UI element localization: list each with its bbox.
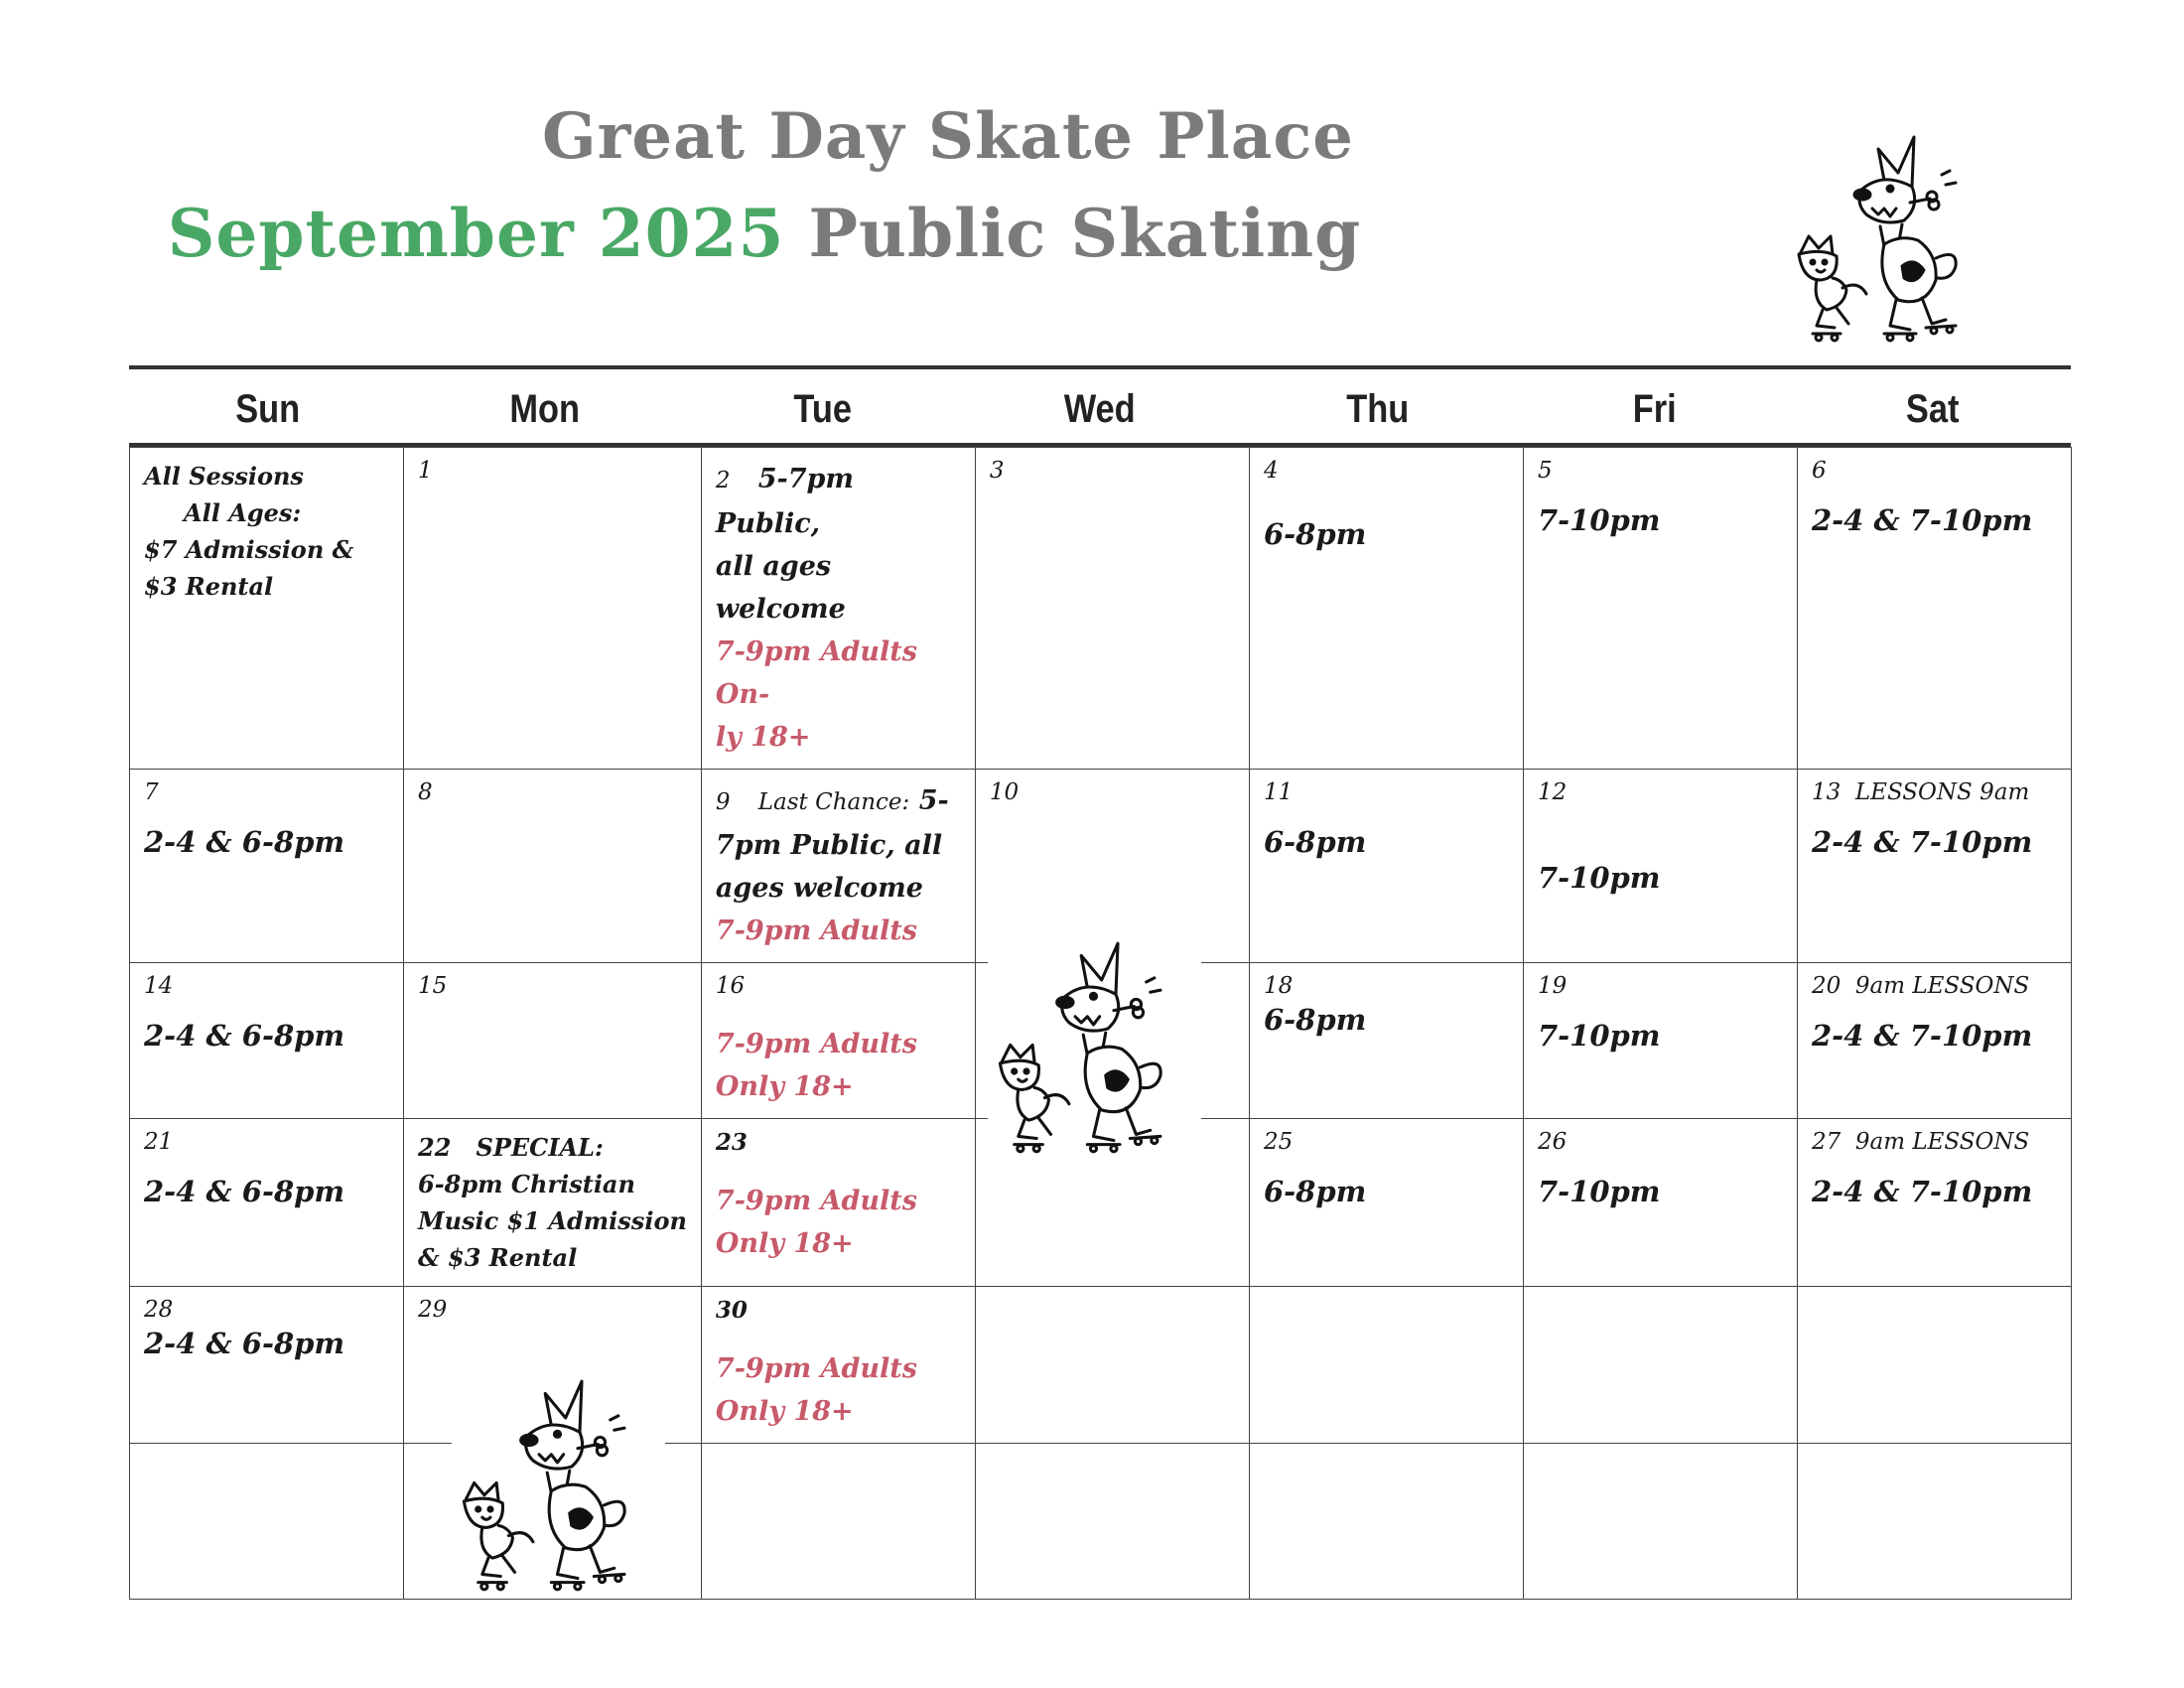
day-cell-18 — [1250, 963, 1524, 1119]
adults-session-line2: Only 18+ — [715, 1071, 854, 1102]
public-session-line3: ages welcome — [715, 873, 923, 904]
skating-dog-cat-mascot-icon — [452, 1375, 665, 1599]
lessons-label: 9am LESSONS — [1854, 973, 2030, 999]
special-event-line3: Music $1 Admission — [418, 1206, 687, 1235]
session-time: 6-8pm — [1263, 1003, 1367, 1037]
day-number: 8 — [418, 779, 433, 805]
day-number: 19 — [1537, 973, 1568, 999]
info-line-2: All Ages: — [184, 498, 302, 527]
info-line-3: $7 Admission & — [144, 535, 354, 564]
lessons-label: 9am LESSONS — [1854, 1129, 2030, 1155]
adults-session: 7-9pm Adults — [715, 915, 917, 946]
session-time: 6-8pm — [1263, 517, 1367, 551]
day-number: 22 — [418, 1133, 452, 1162]
empty-cell — [976, 1287, 1250, 1444]
day-cell-21 — [130, 1119, 404, 1287]
day-number: 4 — [1263, 458, 1279, 484]
day-cell-5 — [1524, 448, 1798, 770]
day-cell-4 — [1250, 448, 1524, 770]
empty-cell — [1798, 1287, 2072, 1444]
day-number: 27 9am LESSONS — [1811, 1129, 2030, 1155]
day-number: 7 — [144, 779, 159, 805]
day-number: 1 — [418, 458, 433, 484]
day-number: 29 — [418, 1297, 448, 1323]
weekday-mon: Mon — [509, 387, 581, 431]
skating-dog-cat-mascot-icon — [1787, 131, 1995, 350]
day-cell-1 — [404, 448, 702, 770]
public-session-line2: 7pm Public, all — [715, 830, 943, 861]
day-cell-12 — [1524, 770, 1798, 963]
day-number: 2 — [989, 1129, 1005, 1155]
day-number: 28 — [144, 1297, 174, 1323]
session-time: 2-4 & 7-10pm — [1811, 1019, 2033, 1053]
day-number: 18 — [1263, 973, 1294, 999]
session-time: 7-10pm — [1537, 1019, 1661, 1053]
weekday-wed: Wed — [1063, 387, 1136, 431]
day-number: 9 — [715, 789, 731, 815]
page-title: Great Day Skate Place — [541, 99, 1355, 174]
empty-cell — [1250, 1287, 1524, 1444]
info-line-4: $3 Rental — [144, 572, 274, 601]
public-session-line1: 5-7pm Public, — [715, 464, 854, 539]
public-session-line2: all ages welcome — [715, 551, 846, 625]
day-number: 3 — [989, 458, 1005, 484]
header-rule-top — [129, 365, 2071, 369]
subtitle-month: September 2025 — [167, 195, 785, 272]
day-number: 10 — [989, 779, 1020, 805]
public-session-line1: 5- — [918, 785, 949, 816]
special-event-line1: 22 SPECIAL: — [418, 1133, 604, 1162]
day-cell-25 — [1250, 1119, 1524, 1287]
info-line-1: All Sessions — [144, 462, 304, 491]
session-time: 2-4 & 6-8pm — [144, 1175, 345, 1208]
day-number: 30 — [715, 1297, 748, 1324]
day-number: 20 9am LESSONS — [1811, 973, 2030, 999]
day-cell-3 — [976, 448, 1250, 770]
subtitle-rest: Public Skating — [808, 195, 1362, 272]
session-time: 7-10pm — [1537, 503, 1661, 537]
day-cell-22 — [404, 1119, 702, 1287]
day-number: 5 — [1537, 458, 1553, 484]
empty-cell — [1798, 1444, 2072, 1600]
empty-cell — [702, 1444, 976, 1600]
session-time: 7-10pm — [1537, 1175, 1661, 1208]
weekday-thu: Thu — [1345, 387, 1409, 431]
day-cell-9 — [702, 770, 976, 963]
empty-cell — [1524, 1444, 1798, 1600]
day-cell-14 — [130, 963, 404, 1119]
day-number: 26 — [1537, 1129, 1568, 1155]
session-time: 2-4 & 7-10pm — [1811, 503, 2033, 537]
day-number: 23 — [715, 1129, 748, 1156]
session-time: 7-10pm — [1537, 861, 1661, 895]
weekday-sun: Sun — [235, 387, 301, 431]
day-cell-30 — [702, 1287, 976, 1444]
weekday-tue: Tue — [793, 387, 852, 431]
skating-dog-cat-mascot-icon — [988, 937, 1201, 1161]
weekday-header-row — [129, 375, 2071, 443]
empty-cell — [1524, 1287, 1798, 1444]
day-cell-19 — [1524, 963, 1798, 1119]
public-session — [716, 458, 961, 545]
info-cell — [130, 448, 404, 770]
adults-session-line1: 7-9pm Adults — [715, 1353, 917, 1384]
session-time: 2-4 & 7-10pm — [1811, 825, 2033, 859]
day-cell-23 — [702, 1119, 976, 1287]
day-cell-11 — [1250, 770, 1524, 963]
special-event-line4: & $3 Rental — [418, 1243, 578, 1272]
empty-cell — [130, 1444, 404, 1600]
public-session — [716, 779, 961, 824]
lessons-label: LESSONS 9am — [1854, 779, 2030, 805]
day-cell-10 — [976, 770, 1250, 963]
day-cell-26 — [1524, 1119, 1798, 1287]
session-time: 2-4 & 6-8pm — [144, 1019, 345, 1053]
adults-session-line2: Only 18+ — [715, 1396, 854, 1427]
day-cell-16 — [702, 963, 976, 1119]
day-number: 11 — [1263, 779, 1294, 805]
day-cell-15 — [404, 963, 702, 1119]
day-number: 25 — [1263, 1129, 1294, 1155]
day-cell-27 — [1798, 1119, 2072, 1287]
adults-session-line1: 7-9pm Adults — [715, 1186, 917, 1216]
last-chance-label: Last Chance: — [757, 789, 910, 815]
day-cell-20 — [1798, 963, 2072, 1119]
day-number: 16 — [715, 973, 746, 999]
session-time: 2-4 & 7-10pm — [1811, 1175, 2033, 1208]
day-number: 12 — [1537, 779, 1568, 805]
day-cell-8 — [404, 770, 702, 963]
day-cell-7 — [130, 770, 404, 963]
special-event-line2: 6-8pm Christian — [418, 1170, 635, 1198]
weekday-fri: Fri — [1632, 387, 1677, 431]
day-number: 14 — [144, 973, 174, 999]
adults-session-line2: Only 18+ — [715, 1228, 854, 1259]
day-number: 15 — [418, 973, 448, 999]
session-time: 6-8pm — [1263, 825, 1367, 859]
empty-cell — [976, 1444, 1250, 1600]
day-number: 21 — [144, 1129, 174, 1155]
adults-session-line1: 7-9pm Adults — [715, 1029, 917, 1059]
session-time: 2-4 & 6-8pm — [144, 1327, 345, 1360]
adults-session-line2: ly 18+ — [715, 722, 811, 753]
day-cell-28 — [130, 1287, 404, 1444]
adults-session-line1: 7-9pm Adults On- — [715, 636, 917, 710]
empty-cell — [1250, 1444, 1524, 1600]
day-cell-2 — [702, 448, 976, 770]
day-number: 13 LESSONS 9am — [1811, 779, 2030, 805]
page-subtitle — [0, 195, 1529, 272]
session-time: 2-4 & 6-8pm — [144, 825, 345, 859]
day-number: 17 — [989, 973, 1020, 999]
day-number: 2 — [715, 468, 731, 493]
day-cell-13 — [1798, 770, 2072, 963]
day-cell-6 — [1798, 448, 2072, 770]
session-time: 6-8pm — [1263, 1175, 1367, 1208]
weekday-sat: Sat — [1905, 387, 1960, 431]
day-number: 6 — [1811, 458, 1827, 484]
